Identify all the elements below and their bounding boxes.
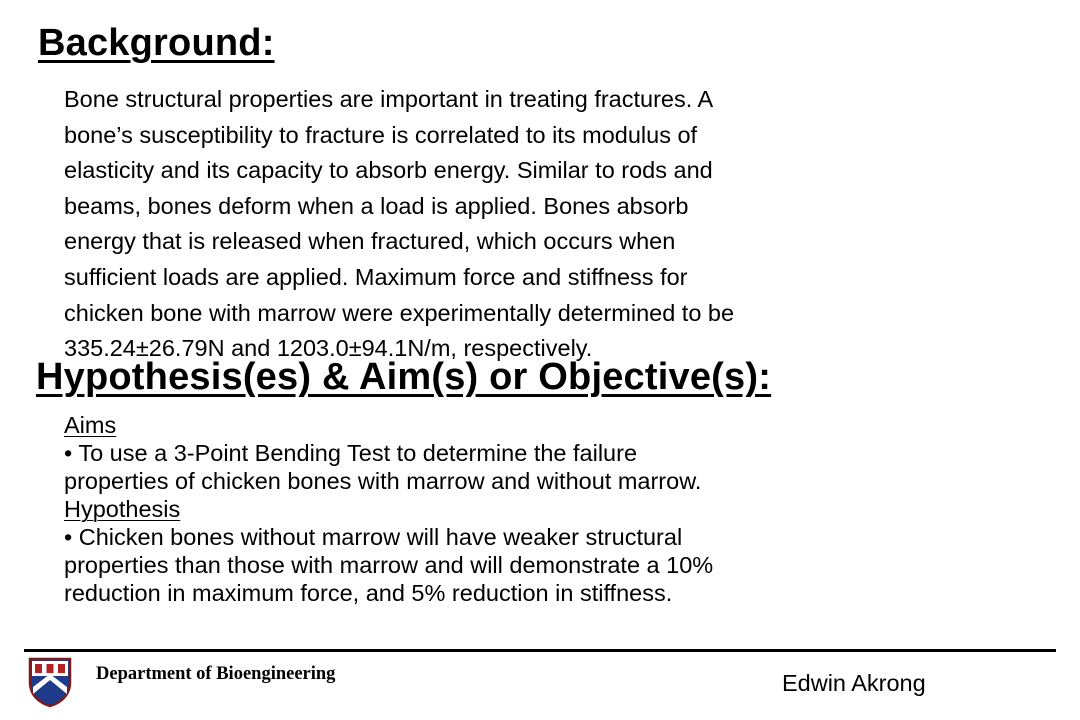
hypothesis-line: • Chicken bones without marrow will have weaker structural [64, 524, 683, 550]
background-line: Bone structural properties are important in treating fractures. A [64, 86, 714, 112]
hypothesis-line: reduction in maximum force, and 5% reduction in stiffness. [64, 580, 673, 606]
background-line: chicken bone with marrow were experimentally determined to be [64, 299, 735, 326]
background-line: 335.24±26.79N and 1203.0±94.1N/m, respectively. [64, 335, 593, 362]
aims-hypothesis-content [64, 411, 914, 607]
background-line: bone’s susceptibility to fracture is correlated to its modulus of [64, 121, 698, 148]
hypothesis-label: Hypothesis [64, 496, 181, 522]
background-line: energy that is released when fractured, which occurs when [64, 228, 676, 255]
university-shield-icon [27, 656, 73, 708]
background-line: sufficient loads are applied. Maximum force and stiffness for [64, 263, 688, 290]
aims-line: • To use a 3-Point Bending Test to determine the failure [64, 440, 638, 466]
footer-divider [24, 649, 1056, 652]
hypothesis-line: properties than those with marrow and will demonstrate a 10% [64, 552, 714, 578]
department-name: Department of Bioengineering [96, 664, 336, 684]
aims-line: properties of chicken bones with marrow and without marrow. [64, 468, 702, 494]
aims-label: Aims [64, 412, 117, 438]
background-line: elasticity and its capacity to absorb energy. Similar to rods and [64, 157, 713, 184]
background-line: beams, bones deform when a load is applied. Bones absorb [64, 192, 689, 219]
background-heading: Background: [38, 22, 275, 64]
hypothesis-heading: Hypothesis(es) & Aim(s) or Objective(s): [36, 356, 772, 398]
author-name: Edwin Akrong [782, 670, 926, 696]
background-paragraph [64, 82, 914, 367]
